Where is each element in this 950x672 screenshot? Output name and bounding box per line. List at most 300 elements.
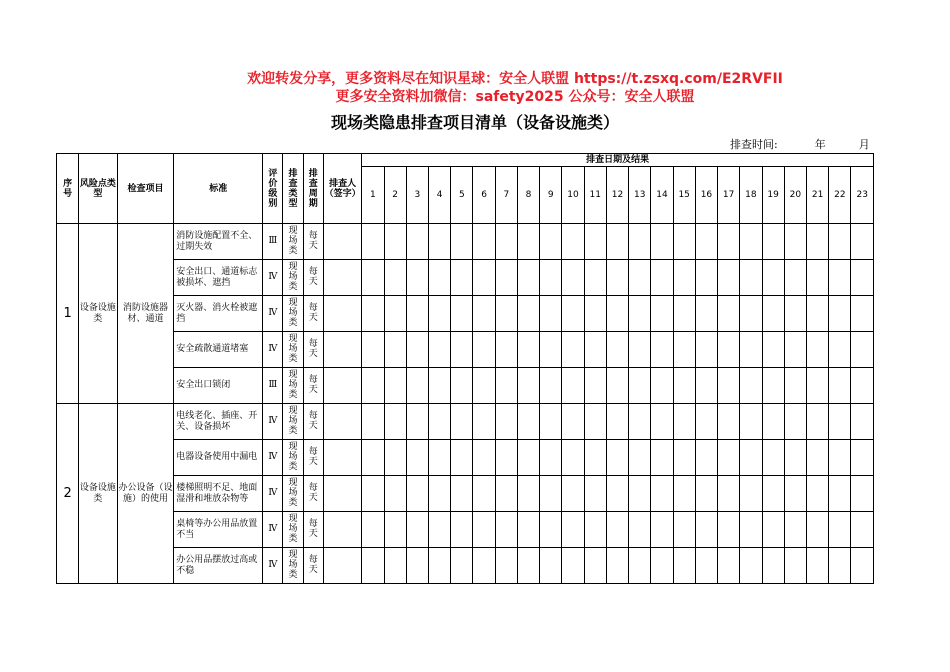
result-cell-day-9[interactable] [540,368,562,404]
result-cell-day-13[interactable] [629,512,651,548]
standard-cell: 桌椅等办公用品放置不当 [174,512,263,548]
result-cell-day-1[interactable] [362,548,384,584]
check-type-cell: 现场类 [283,368,303,404]
result-cell-day-4[interactable] [428,224,450,260]
result-cell-day-11[interactable] [584,548,606,584]
result-cell-day-14[interactable] [651,368,673,404]
result-cell-day-1[interactable] [362,476,384,512]
result-cell-day-19[interactable] [762,224,784,260]
result-cell-day-5[interactable] [451,476,473,512]
result-cell-day-5[interactable] [451,332,473,368]
result-cell-day-11[interactable] [584,296,606,332]
inspector-signature-cell[interactable] [323,548,361,584]
result-cell-day-20[interactable] [784,476,806,512]
result-cell-day-2[interactable] [384,548,406,584]
result-cell-day-16[interactable] [695,404,717,440]
header-standard: 标准 [174,154,263,224]
result-cell-day-8[interactable] [517,476,539,512]
standard-cell: 安全出口、通道标志被损坏、遮挡 [174,260,263,296]
result-cell-day-17[interactable] [718,404,740,440]
inspector-signature-cell[interactable] [323,296,361,332]
result-cell-day-7[interactable] [495,224,517,260]
result-cell-day-4[interactable] [428,260,450,296]
header-day-4: 4 [428,167,450,224]
result-cell-day-17[interactable] [718,260,740,296]
result-cell-day-20[interactable] [784,368,806,404]
result-cell-day-10[interactable] [562,332,584,368]
result-cell-day-12[interactable] [606,548,628,584]
result-cell-day-11[interactable] [584,440,606,476]
header-day-9: 9 [540,167,562,224]
result-cell-day-6[interactable] [473,476,495,512]
result-cell-day-23[interactable] [851,548,874,584]
header-day-10: 10 [562,167,584,224]
result-cell-day-21[interactable] [806,260,828,296]
result-cell-day-21[interactable] [806,368,828,404]
result-cell-day-6[interactable] [473,512,495,548]
level-cell: Ⅳ [263,548,283,584]
result-cell-day-15[interactable] [673,368,695,404]
result-cell-day-12[interactable] [606,332,628,368]
date-label: 排查时间: [730,138,778,151]
result-cell-day-12[interactable] [606,512,628,548]
result-cell-day-22[interactable] [829,260,851,296]
result-cell-day-3[interactable] [406,368,428,404]
result-cell-day-6[interactable] [473,404,495,440]
result-cell-day-4[interactable] [428,440,450,476]
result-cell-day-17[interactable] [718,296,740,332]
result-cell-day-1[interactable] [362,296,384,332]
result-cell-day-16[interactable] [695,476,717,512]
result-cell-day-8[interactable] [517,332,539,368]
header-day-3: 3 [406,167,428,224]
check-type-cell: 现场类 [283,512,303,548]
page-title: 现场类隐患排查项目清单（设备设施类） [330,113,619,132]
result-cell-day-8[interactable] [517,440,539,476]
result-cell-day-5[interactable] [451,368,473,404]
result-cell-day-20[interactable] [784,440,806,476]
result-cell-day-2[interactable] [384,512,406,548]
result-cell-day-22[interactable] [829,512,851,548]
result-cell-day-23[interactable] [851,368,874,404]
result-cell-day-13[interactable] [629,440,651,476]
result-cell-day-20[interactable] [784,512,806,548]
table-row [57,368,874,404]
result-cell-day-10[interactable] [562,548,584,584]
level-cell: Ⅳ [263,512,283,548]
result-cell-day-5[interactable] [451,404,473,440]
result-cell-day-21[interactable] [806,296,828,332]
result-cell-day-14[interactable] [651,440,673,476]
result-cell-day-23[interactable] [851,224,874,260]
result-cell-day-13[interactable] [629,224,651,260]
result-cell-day-20[interactable] [784,548,806,584]
result-cell-day-18[interactable] [740,404,762,440]
result-cell-day-7[interactable] [495,440,517,476]
level-cell: Ⅳ [263,260,283,296]
inspector-signature-cell[interactable] [323,404,361,440]
header-day-5: 5 [451,167,473,224]
result-cell-day-5[interactable] [451,512,473,548]
result-cell-day-19[interactable] [762,548,784,584]
result-cell-day-22[interactable] [829,224,851,260]
result-cell-day-2[interactable] [384,260,406,296]
result-cell-day-11[interactable] [584,476,606,512]
result-cell-day-4[interactable] [428,404,450,440]
result-cell-day-21[interactable] [806,404,828,440]
result-cell-day-6[interactable] [473,440,495,476]
result-cell-day-2[interactable] [384,476,406,512]
risk-type-cell: 设备设施类 [79,404,117,584]
result-cell-day-4[interactable] [428,548,450,584]
result-cell-day-23[interactable] [851,296,874,332]
result-cell-day-3[interactable] [406,224,428,260]
result-cell-day-3[interactable] [406,440,428,476]
result-cell-day-16[interactable] [695,440,717,476]
result-cell-day-14[interactable] [651,332,673,368]
result-cell-day-9[interactable] [540,332,562,368]
result-cell-day-16[interactable] [695,296,717,332]
cycle-cell: 每天 [303,260,323,296]
result-cell-day-16[interactable] [695,512,717,548]
result-cell-day-15[interactable] [673,548,695,584]
result-cell-day-20[interactable] [784,296,806,332]
result-cell-day-8[interactable] [517,296,539,332]
result-cell-day-13[interactable] [629,476,651,512]
result-cell-day-16[interactable] [695,368,717,404]
result-cell-day-8[interactable] [517,548,539,584]
standard-cell: 消防设施配置不全、过期失效 [174,224,263,260]
year-label: 年 [814,138,826,151]
header-dates-results: 排查日期及结果 [362,154,874,167]
result-cell-day-17[interactable] [718,476,740,512]
result-cell-day-11[interactable] [584,404,606,440]
check-type-cell: 现场类 [283,260,303,296]
inspection-table [56,153,874,584]
result-cell-day-23[interactable] [851,440,874,476]
header-day-7: 7 [495,167,517,224]
result-cell-day-9[interactable] [540,548,562,584]
result-cell-day-8[interactable] [517,260,539,296]
result-cell-day-3[interactable] [406,548,428,584]
result-cell-day-19[interactable] [762,368,784,404]
result-cell-day-22[interactable] [829,368,851,404]
check-item-cell: 办公设备（设施）的使用 [117,404,174,584]
cycle-cell: 每天 [303,548,323,584]
cycle-cell: 每天 [303,512,323,548]
table-row [57,476,874,512]
result-cell-day-3[interactable] [406,296,428,332]
result-cell-day-3[interactable] [406,260,428,296]
inspector-signature-cell[interactable] [323,512,361,548]
result-cell-day-23[interactable] [851,260,874,296]
result-cell-day-15[interactable] [673,476,695,512]
result-cell-day-20[interactable] [784,260,806,296]
result-cell-day-19[interactable] [762,404,784,440]
result-cell-day-20[interactable] [784,404,806,440]
result-cell-day-22[interactable] [829,404,851,440]
result-cell-day-1[interactable] [362,368,384,404]
result-cell-day-9[interactable] [540,512,562,548]
result-cell-day-23[interactable] [851,332,874,368]
result-cell-day-9[interactable] [540,440,562,476]
header-day-14: 14 [651,167,673,224]
result-cell-day-18[interactable] [740,224,762,260]
check-type-cell: 现场类 [283,548,303,584]
result-cell-day-13[interactable] [629,296,651,332]
result-cell-day-17[interactable] [718,512,740,548]
result-cell-day-7[interactable] [495,260,517,296]
result-cell-day-1[interactable] [362,512,384,548]
result-cell-day-18[interactable] [740,332,762,368]
level-cell: Ⅲ [263,368,283,404]
result-cell-day-1[interactable] [362,404,384,440]
result-cell-day-3[interactable] [406,512,428,548]
header-day-8: 8 [517,167,539,224]
result-cell-day-3[interactable] [406,476,428,512]
result-cell-day-22[interactable] [829,440,851,476]
result-cell-day-22[interactable] [829,296,851,332]
result-cell-day-6[interactable] [473,332,495,368]
result-cell-day-12[interactable] [606,476,628,512]
result-cell-day-12[interactable] [606,224,628,260]
result-cell-day-6[interactable] [473,296,495,332]
result-cell-day-12[interactable] [606,296,628,332]
result-cell-day-7[interactable] [495,512,517,548]
result-cell-day-16[interactable] [695,260,717,296]
standard-cell: 楼梯照明不足、地面湿滑和堆放杂物等 [174,476,263,512]
result-cell-day-16[interactable] [695,332,717,368]
result-cell-day-9[interactable] [540,404,562,440]
result-cell-day-14[interactable] [651,512,673,548]
inspector-signature-cell[interactable] [323,368,361,404]
result-cell-day-14[interactable] [651,260,673,296]
result-cell-day-15[interactable] [673,332,695,368]
result-cell-day-6[interactable] [473,368,495,404]
result-cell-day-5[interactable] [451,260,473,296]
cycle-cell: 每天 [303,296,323,332]
result-cell-day-22[interactable] [829,332,851,368]
inspection-date-line [730,136,870,152]
cycle-cell: 每天 [303,404,323,440]
result-cell-day-17[interactable] [718,368,740,404]
result-cell-day-9[interactable] [540,296,562,332]
result-cell-day-14[interactable] [651,404,673,440]
inspector-signature-cell[interactable] [323,332,361,368]
result-cell-day-13[interactable] [629,260,651,296]
result-cell-day-6[interactable] [473,260,495,296]
result-cell-day-2[interactable] [384,368,406,404]
result-cell-day-18[interactable] [740,296,762,332]
result-cell-day-13[interactable] [629,368,651,404]
inspector-signature-cell[interactable] [323,224,361,260]
result-cell-day-12[interactable] [606,440,628,476]
result-cell-day-1[interactable] [362,440,384,476]
result-cell-day-9[interactable] [540,224,562,260]
result-cell-day-3[interactable] [406,332,428,368]
result-cell-day-15[interactable] [673,296,695,332]
result-cell-day-11[interactable] [584,224,606,260]
header-day-13: 13 [629,167,651,224]
result-cell-day-21[interactable] [806,476,828,512]
header-day-20: 20 [784,167,806,224]
result-cell-day-20[interactable] [784,224,806,260]
result-cell-day-10[interactable] [562,476,584,512]
result-cell-day-14[interactable] [651,476,673,512]
result-cell-day-7[interactable] [495,296,517,332]
result-cell-day-18[interactable] [740,368,762,404]
header-cycle: 排查周期 [303,154,323,224]
result-cell-day-12[interactable] [606,260,628,296]
result-cell-day-8[interactable] [517,224,539,260]
result-cell-day-5[interactable] [451,548,473,584]
result-cell-day-23[interactable] [851,476,874,512]
result-cell-day-11[interactable] [584,368,606,404]
result-cell-day-18[interactable] [740,440,762,476]
standard-cell: 安全出口锁闭 [174,368,263,404]
result-cell-day-16[interactable] [695,224,717,260]
table-row [57,404,874,440]
result-cell-day-13[interactable] [629,404,651,440]
level-cell: Ⅳ [263,404,283,440]
header-risk-type: 风险点类型 [79,154,117,224]
result-cell-day-16[interactable] [695,548,717,584]
result-cell-day-18[interactable] [740,512,762,548]
result-cell-day-7[interactable] [495,476,517,512]
result-cell-day-19[interactable] [762,296,784,332]
result-cell-day-22[interactable] [829,548,851,584]
result-cell-day-8[interactable] [517,368,539,404]
result-cell-day-2[interactable] [384,332,406,368]
check-type-cell: 现场类 [283,440,303,476]
result-cell-day-4[interactable] [428,368,450,404]
inspector-signature-cell[interactable] [323,476,361,512]
level-cell: Ⅳ [263,296,283,332]
result-cell-day-7[interactable] [495,332,517,368]
result-cell-day-18[interactable] [740,260,762,296]
result-cell-day-3[interactable] [406,404,428,440]
table-row [57,512,874,548]
table-row [57,260,874,296]
result-cell-day-15[interactable] [673,440,695,476]
result-cell-day-11[interactable] [584,512,606,548]
result-cell-day-1[interactable] [362,260,384,296]
header-check-type: 排查类型 [283,154,303,224]
result-cell-day-2[interactable] [384,296,406,332]
result-cell-day-21[interactable] [806,224,828,260]
result-cell-day-17[interactable] [718,548,740,584]
result-cell-day-10[interactable] [562,512,584,548]
result-cell-day-4[interactable] [428,296,450,332]
result-cell-day-23[interactable] [851,512,874,548]
result-cell-day-10[interactable] [562,260,584,296]
result-cell-day-23[interactable] [851,404,874,440]
header-day-12: 12 [606,167,628,224]
month-label: 月 [858,138,870,151]
result-cell-day-20[interactable] [784,332,806,368]
result-cell-day-10[interactable] [562,368,584,404]
result-cell-day-10[interactable] [562,224,584,260]
result-cell-day-18[interactable] [740,548,762,584]
result-cell-day-8[interactable] [517,512,539,548]
result-cell-day-7[interactable] [495,548,517,584]
result-cell-day-15[interactable] [673,260,695,296]
check-type-cell: 现场类 [283,404,303,440]
result-cell-day-22[interactable] [829,476,851,512]
result-cell-day-14[interactable] [651,548,673,584]
result-cell-day-6[interactable] [473,548,495,584]
result-cell-day-9[interactable] [540,260,562,296]
result-cell-day-15[interactable] [673,224,695,260]
result-cell-day-19[interactable] [762,332,784,368]
result-cell-day-6[interactable] [473,224,495,260]
result-cell-day-13[interactable] [629,332,651,368]
result-cell-day-21[interactable] [806,512,828,548]
level-cell: Ⅲ [263,224,283,260]
result-cell-day-11[interactable] [584,260,606,296]
result-cell-day-11[interactable] [584,332,606,368]
inspector-signature-cell[interactable] [323,440,361,476]
inspector-signature-cell[interactable] [323,260,361,296]
result-cell-day-4[interactable] [428,332,450,368]
cycle-cell: 每天 [303,368,323,404]
header-inspector: 排查人（签字） [323,154,361,224]
result-cell-day-17[interactable] [718,224,740,260]
result-cell-day-14[interactable] [651,224,673,260]
result-cell-day-15[interactable] [673,404,695,440]
result-cell-day-12[interactable] [606,368,628,404]
result-cell-day-12[interactable] [606,404,628,440]
result-cell-day-19[interactable] [762,260,784,296]
result-cell-day-7[interactable] [495,368,517,404]
result-cell-day-4[interactable] [428,476,450,512]
result-cell-day-2[interactable] [384,224,406,260]
result-cell-day-1[interactable] [362,332,384,368]
result-cell-day-8[interactable] [517,404,539,440]
result-cell-day-1[interactable] [362,224,384,260]
result-cell-day-19[interactable] [762,476,784,512]
result-cell-day-21[interactable] [806,332,828,368]
result-cell-day-10[interactable] [562,296,584,332]
result-cell-day-17[interactable] [718,332,740,368]
result-cell-day-5[interactable] [451,224,473,260]
result-cell-day-7[interactable] [495,404,517,440]
result-cell-day-2[interactable] [384,440,406,476]
risk-type-cell: 设备设施类 [79,224,117,404]
header-day-23: 23 [851,167,874,224]
result-cell-day-2[interactable] [384,404,406,440]
cycle-cell: 每天 [303,440,323,476]
result-cell-day-4[interactable] [428,512,450,548]
result-cell-day-19[interactable] [762,512,784,548]
result-cell-day-17[interactable] [718,440,740,476]
result-cell-day-9[interactable] [540,476,562,512]
result-cell-day-18[interactable] [740,476,762,512]
result-cell-day-21[interactable] [806,548,828,584]
result-cell-day-13[interactable] [629,548,651,584]
result-cell-day-19[interactable] [762,440,784,476]
cycle-cell: 每天 [303,332,323,368]
result-cell-day-10[interactable] [562,440,584,476]
result-cell-day-15[interactable] [673,512,695,548]
standard-cell: 办公用品摆放过高或不稳 [174,548,263,584]
result-cell-day-10[interactable] [562,404,584,440]
result-cell-day-5[interactable] [451,296,473,332]
result-cell-day-14[interactable] [651,296,673,332]
table-row [57,440,874,476]
result-cell-day-5[interactable] [451,440,473,476]
result-cell-day-21[interactable] [806,440,828,476]
